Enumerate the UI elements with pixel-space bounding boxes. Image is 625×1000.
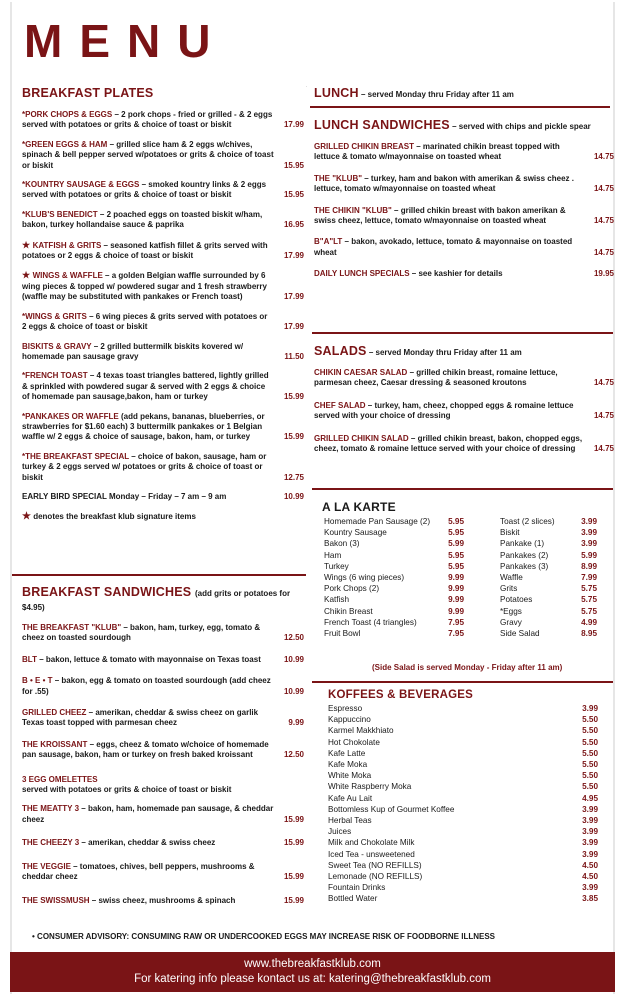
item-name: *WINGS & GRITS — [22, 311, 87, 321]
price-row-name: White Moka — [328, 771, 372, 781]
item-description: – grilled slice ham & 2 eggs w/chives, spinach & bell pepper served w/potatoes or grits & choice of toast or biskit — [22, 139, 274, 170]
item-price: 14.75 — [593, 378, 614, 388]
menu-item — [22, 312, 304, 333]
price-row-name: Milk and Chokolate Milk — [328, 838, 415, 848]
price-row — [500, 516, 597, 527]
item-description: – bakon, ham, turkey, egg, tomato & cheez on toasted sourdough — [22, 623, 261, 643]
item-price: 12.75 — [283, 472, 304, 482]
price-row-name: French Toast (4 triangles) — [324, 617, 417, 627]
price-row-name: Toast (2 slices) — [500, 517, 555, 526]
price-row-name: Kappuccino — [328, 715, 371, 725]
item-name: WINGS & WAFFLE — [32, 271, 103, 281]
price-row — [500, 572, 597, 583]
price-row-price: 9.99 — [448, 595, 464, 605]
salads-column — [314, 344, 614, 466]
price-row-name: Potatoes — [500, 595, 533, 605]
price-row-name: Kafe Au Lait — [328, 793, 373, 803]
menu-item — [22, 452, 304, 483]
price-row-name: Ham — [324, 550, 342, 560]
item-description: – turkey, ham, cheez, chopped eggs & romaine lettuce served with your choice of dressing — [314, 400, 574, 421]
price-row-name: *Eggs — [500, 606, 522, 616]
item-name: THE SWISSMUSH — [22, 895, 90, 905]
footer-website[interactable]: www.thebreakfastklub.com — [244, 958, 381, 970]
item-price: 17.99 — [283, 322, 304, 332]
item-price: 15.99 — [283, 838, 304, 848]
price-row-price: 7.95 — [448, 629, 464, 639]
item-description: – see kashier for details — [409, 269, 503, 279]
koffees-heading: KOFFEES & BEVERAGES — [328, 689, 474, 701]
price-row-price: 5.99 — [448, 539, 464, 549]
item-description: – amerikan, cheddar & swiss cheez — [79, 838, 216, 848]
signature-star-icon: ★ — [22, 239, 33, 250]
price-row — [324, 550, 464, 561]
price-row-price: 3.99 — [582, 804, 598, 814]
menu-item — [22, 342, 304, 363]
price-row — [324, 561, 464, 572]
item-name: GRILLED CHEEZ — [22, 708, 87, 718]
signature-note: ★ denotes the breakfast klub signature items — [22, 511, 196, 523]
price-row-name: Pankakes (2) — [500, 550, 549, 560]
price-row-name: Bakon (3) — [324, 539, 360, 549]
price-row-name: Pork Chops (2) — [324, 584, 380, 594]
divider-right-2 — [312, 488, 613, 490]
item-name: B • E • T — [22, 676, 53, 686]
menu-item — [22, 804, 304, 825]
menu-item — [22, 896, 304, 906]
price-row-name: Side Salad — [500, 629, 540, 639]
item-description: – grilled chikin breast, bakon, chopped eggs, cheez, tomato & romaine lettuce served with your choice of dressing — [314, 433, 583, 454]
item-price: 10.99 — [283, 686, 304, 696]
item-name: *KLUB'S BENEDICT — [22, 209, 98, 219]
item-description: – bakon, avokado, lettuce, tomato & mayonnaise on toasted wheat — [314, 237, 573, 257]
item-price: 16.95 — [283, 220, 304, 230]
price-row-price: 3.85 — [582, 894, 598, 904]
price-row-name: Sweet Tea (NO REFILLS) — [328, 860, 422, 870]
item-name: DAILY LUNCH SPECIALS — [314, 269, 410, 279]
consumer-advisory: • CONSUMER ADVISORY: CONSUMING RAW OR UNDERCOOKED EGGS MAY INCREASE RISK OF FOODBORNE ILLNESS — [32, 932, 496, 941]
menu-item — [314, 206, 614, 227]
price-row — [328, 860, 598, 871]
price-row-name: White Raspberry Moka — [328, 782, 412, 792]
price-row-name: Waffle — [500, 573, 523, 583]
item-description: – turkey, ham and bakon with amerikan & swiss cheez . lettuce, tomato w/mayonnaise on toasted wheat — [314, 173, 574, 194]
price-row — [324, 583, 464, 594]
price-row-price: 5.99 — [581, 550, 597, 560]
menu-item — [22, 708, 304, 729]
price-row — [500, 628, 597, 639]
item-description: – tomatoes, chives, bell peppers, mushrooms & cheddar cheez — [22, 861, 255, 882]
price-row-name: Grits — [500, 584, 518, 594]
footer-katering[interactable]: For katering info please kontact us at: katering@thebreakfastklub.com — [134, 973, 491, 985]
menu-item — [22, 740, 304, 761]
item-price: 15.99 — [283, 895, 304, 905]
price-row — [328, 826, 598, 837]
item-price: 15.99 — [283, 432, 304, 442]
item-name: THE "KLUB" — [314, 173, 363, 183]
price-row-price: 8.95 — [581, 629, 597, 639]
item-description: – amerikan, cheddar & swiss cheez on garlik Texas toast topped with parmesan cheez — [22, 708, 259, 728]
signature-star-icon: ★ — [22, 270, 33, 281]
breakfast-sandwiches-heading: BREAKFAST SANDWICHES (add grits or potatoes for $4.95) — [22, 585, 291, 612]
left-column — [22, 86, 304, 522]
price-row — [328, 815, 598, 826]
item-name: *PANKAKES OR WAFFLE — [22, 411, 119, 421]
item-name: B"A"LT — [314, 237, 343, 247]
price-row-name: Fountain Drinks — [328, 883, 386, 893]
price-row-price: 9.99 — [448, 606, 464, 616]
menu-item — [22, 676, 304, 697]
menu-item — [22, 412, 304, 443]
item-name: THE BREAKFAST "KLUB" — [22, 623, 122, 632]
price-row — [328, 759, 598, 770]
koffees-list — [328, 703, 598, 905]
item-price: 17.99 — [283, 251, 304, 261]
bullet-icon: • — [32, 932, 35, 941]
menu-item — [314, 174, 614, 195]
price-row-name: Bottomless Kup of Gourmet Koffee — [328, 804, 455, 814]
price-row-name: Wings (6 wing pieces) — [324, 573, 405, 583]
lunch-sandwiches-list — [314, 142, 614, 280]
lunch-sandwiches-heading: LUNCH SANDWICHES – served with chips and pickle spear — [314, 118, 591, 132]
item-description: – eggs, cheez & tomato w/choice of homemade pan sausage, bakon, ham or turkey on fresh baked kroissant — [22, 739, 269, 760]
price-row-price: 5.50 — [582, 715, 598, 725]
price-row-name: Fruit Bowl — [324, 629, 361, 639]
price-row-name: Pankake (1) — [500, 539, 545, 549]
item-description: – marinated chikin breast topped with lettuce & tomato w/mayonnaise on toasted wheat — [314, 142, 560, 162]
divider-left-2 — [306, 86, 307, 87]
item-price: 17.99 — [283, 292, 304, 302]
price-row — [328, 737, 598, 748]
item-price: 14.75 — [593, 444, 614, 454]
breakfast-sandwiches-list — [22, 623, 304, 761]
item-description: – bakon, lettuce & tomato with mayonnaise on Texas toast — [36, 654, 261, 664]
price-row-price: 8.99 — [581, 561, 597, 571]
price-row — [324, 594, 464, 605]
item-description: – bakon, ham, homemade pan sausage, & cheddar cheez — [22, 804, 274, 824]
price-row-price: 7.95 — [448, 617, 464, 627]
side-salad-note: (Side Salad is served Monday - Friday after 11 am) — [372, 663, 563, 672]
item-description: – swiss cheez, mushrooms & spinach — [89, 895, 236, 905]
menu-item — [22, 862, 304, 883]
item-name: GRILLED CHIKIN SALAD — [314, 433, 409, 443]
price-row-price: 3.99 — [581, 539, 597, 549]
item-name: *THE BREAKFAST SPECIAL — [22, 451, 129, 461]
lunch-heading: LUNCH – served Monday thru Friday after 11 am — [314, 86, 514, 100]
price-row-name: Kountry Sausage — [324, 528, 387, 538]
signature-star-icon: ★ — [22, 511, 31, 523]
price-row-price: 5.50 — [582, 782, 598, 792]
price-row — [324, 617, 464, 628]
frame-left — [10, 2, 12, 994]
a-la-karte-section — [322, 500, 602, 514]
price-row — [500, 594, 597, 605]
item-name: THE MEATTY 3 — [22, 804, 80, 814]
divider-right-3 — [312, 681, 613, 683]
koffees-section — [328, 689, 598, 905]
item-name: GRILLED CHIKIN BREAST — [314, 142, 414, 151]
price-row — [328, 793, 598, 804]
price-row-price: 3.99 — [581, 528, 597, 538]
price-row-price: 5.95 — [448, 550, 464, 560]
lunch-underline — [310, 106, 610, 108]
omelettes-heading-block: 3 EGG OMELETTES served with potatoes or grits & choice of toast or biskit — [22, 774, 232, 795]
item-description: – smoked kountry links & 2 eggs served with potatoes or grits & choice of toast or biskit — [22, 180, 267, 200]
price-row — [328, 781, 598, 792]
item-price: 15.99 — [283, 872, 304, 882]
item-name: THE VEGGIE — [22, 861, 71, 871]
price-row-price: 5.75 — [581, 606, 597, 616]
price-row-price: 4.50 — [582, 860, 598, 870]
item-name: *KOUNTRY SAUSAGE & EGGS — [22, 180, 140, 190]
price-row — [328, 725, 598, 736]
a-la-karte-left — [324, 516, 464, 639]
item-price: 14.75 — [593, 411, 614, 421]
item-name: *GREEN EGGS & HAM — [22, 139, 108, 149]
left-column-lower — [22, 585, 304, 919]
divider-left-1 — [12, 574, 306, 576]
menu-title: MENU — [24, 15, 228, 67]
price-row-name: Homemade Pan Sausage (2) — [324, 517, 431, 526]
price-row-price: 3.99 — [582, 816, 598, 826]
price-row-price: 5.95 — [448, 528, 464, 538]
item-name: KATFISH & GRITS — [32, 240, 102, 250]
price-row-price: 5.50 — [582, 726, 598, 736]
menu-item — [314, 269, 614, 279]
footer-bar — [10, 952, 615, 992]
item-description: – 2 grilled buttermilk biskits kovered w/ homemade pan sausage gravy — [22, 341, 244, 361]
menu-item — [22, 140, 304, 171]
price-row-price: 3.99 — [582, 849, 598, 859]
price-row — [324, 516, 464, 527]
item-price: 15.95 — [283, 160, 304, 170]
item-description: – a golden Belgian waffle surrounded by 6 wing pieces & topped w/ powdered sugar and 1 fresh strawberry (waffle may be substituted with pankakes or French toast) — [22, 271, 267, 302]
price-row — [500, 527, 597, 538]
price-row-price: 9.99 — [448, 584, 464, 594]
menu-item — [314, 401, 614, 422]
item-name: EARLY BIRD SPECIAL Monday – Friday – 7 am – 9 am — [22, 491, 227, 501]
price-row-name: Turkey — [324, 561, 349, 571]
item-name: *PORK CHOPS & EGGS — [22, 110, 113, 119]
item-name: THE KROISSANT — [22, 739, 88, 749]
item-description: – 2 pork chops - fried or grilled - & 2 eggs served with potatoes or grits & choice of toast or biskit — [22, 110, 273, 130]
price-row-name: Bottled Water — [328, 894, 378, 904]
price-row — [328, 849, 598, 860]
menu-item — [22, 180, 304, 201]
item-price: 14.75 — [593, 184, 614, 194]
menu-item — [22, 655, 304, 665]
item-price: 14.75 — [593, 152, 614, 162]
item-name: BISKITS & GRAVY — [22, 341, 92, 351]
price-row-name: Lemonade (NO REFILLS) — [328, 872, 423, 882]
item-description: – 2 poached eggs on toasted biskit w/ham, bakon, turkey hollandaise sauce & paprika — [22, 209, 263, 230]
breakfast-plates-heading: BREAKFAST PLATES — [22, 86, 154, 100]
price-row-name: Katfish — [324, 595, 350, 605]
item-price: 19.95 — [593, 269, 614, 279]
item-name: BLT — [22, 654, 37, 664]
menu-item — [22, 240, 304, 262]
item-description: – seasoned katfish fillet & grits served with potatoes or 2 eggs & choice of toast or biskit — [22, 240, 268, 261]
menu-item — [22, 110, 304, 131]
item-price: 9.99 — [288, 718, 304, 728]
price-row-price: 3.99 — [582, 838, 598, 848]
price-row — [328, 804, 598, 815]
price-row-name: Pankakes (3) — [500, 561, 549, 571]
menu-item — [314, 434, 614, 455]
price-row-name: Chikin Breast — [324, 606, 373, 616]
price-row-name: Herbal Teas — [328, 816, 372, 826]
price-row-name: Biskit — [500, 528, 520, 538]
price-row — [324, 572, 464, 583]
price-row — [500, 617, 597, 628]
price-row — [500, 550, 597, 561]
price-row-price: 3.99 — [582, 827, 598, 837]
price-row — [328, 882, 598, 893]
price-row — [328, 770, 598, 781]
price-row — [324, 527, 464, 538]
menu-item — [314, 142, 614, 163]
price-row-name: Juices — [328, 827, 352, 837]
item-price: 15.99 — [283, 392, 304, 402]
menu-item — [22, 492, 304, 502]
price-row — [500, 561, 597, 572]
price-row-name: Kafe Latte — [328, 748, 366, 758]
price-row-price: 5.50 — [582, 737, 598, 747]
menu-item — [22, 210, 304, 231]
item-name: CHIKIN CAESAR SALAD — [314, 368, 408, 377]
price-row-price: 5.75 — [581, 584, 597, 594]
price-row — [328, 748, 598, 759]
price-row-price: 4.50 — [582, 872, 598, 882]
price-row-price: 3.99 — [582, 883, 598, 893]
item-name: THE CHEEZY 3 — [22, 838, 80, 848]
salads-heading: SALADS – served Monday thru Friday after 11 am — [314, 344, 522, 358]
price-row-name: Gravy — [500, 617, 522, 627]
item-description: – grilled chikin breast with bakon amerikan & swiss cheez, lettuce, tomato w/mayonnaise on toasted wheat — [314, 205, 566, 226]
price-row-name: Iced Tea - unsweetened — [328, 849, 415, 859]
price-row-price: 5.75 — [581, 595, 597, 605]
price-row-price: 3.99 — [581, 517, 597, 526]
item-description: – choice of bakon, sausage, ham or turkey & 2 eggs served w/ potatoes or grits & choice of toast or biskit — [22, 451, 267, 482]
price-row — [324, 606, 464, 617]
price-row-price: 5.50 — [582, 771, 598, 781]
omelettes-list — [22, 804, 304, 905]
item-description: – 4 texas toast triangles battered, lightly grilled & sprinkled with powdered sugar & served with 2 eggs & choice of homemade pan sausage,bakon, ham or turkey — [22, 371, 269, 402]
item-price: 11.50 — [284, 351, 304, 361]
a-la-karte-right — [500, 516, 597, 639]
menu-item — [22, 270, 304, 302]
menu-item — [314, 237, 614, 258]
item-price: 12.50 — [283, 750, 304, 760]
item-description: – grilled chikin breast, romaine lettuce, parmesan cheez, Caesar dressing & seasoned kroutons — [314, 368, 558, 388]
price-row — [328, 871, 598, 882]
price-row-price: 7.99 — [581, 573, 597, 583]
price-row-price: 5.95 — [448, 517, 464, 526]
item-description: – 6 wing pieces & grits served with potatoes or 2 eggs & choice of toast or biskit — [22, 311, 268, 332]
item-price: 10.99 — [283, 654, 304, 664]
a-la-karte-heading: A LA KARTE — [322, 500, 396, 514]
price-row-price: 5.50 — [582, 760, 598, 770]
item-price: 12.50 — [283, 633, 304, 643]
price-row-price: 4.95 — [582, 793, 598, 803]
price-row — [328, 893, 598, 904]
item-price: 17.99 — [283, 120, 304, 130]
item-name: *FRENCH TOAST — [22, 371, 88, 381]
salads-list — [314, 368, 614, 454]
item-name: THE CHIKIN "KLUB" — [314, 205, 392, 215]
divider-right-1 — [312, 332, 613, 334]
price-row-price: 3.99 — [582, 704, 598, 713]
item-price: 15.99 — [283, 814, 304, 824]
price-row — [324, 628, 464, 639]
price-row-name: Karmel Makkhiato — [328, 726, 394, 736]
price-row — [500, 538, 597, 549]
price-row — [328, 703, 598, 714]
menu-item — [22, 371, 304, 402]
price-row-price: 4.99 — [581, 617, 597, 627]
price-row-name: Kafe Moka — [328, 760, 368, 770]
item-price: 14.75 — [593, 247, 614, 257]
breakfast-plates-list — [22, 110, 304, 502]
price-row — [500, 583, 597, 594]
price-row — [500, 606, 597, 617]
price-row-price: 5.95 — [448, 561, 464, 571]
price-row-name: Hot Chokolate — [328, 737, 380, 747]
item-description: – bakon, egg & tomato on toasted sourdough (add cheez for .55) — [22, 676, 271, 696]
price-row-price: 5.50 — [582, 748, 598, 758]
price-row-name: Espresso — [328, 704, 363, 713]
menu-item — [22, 623, 304, 644]
menu-item — [314, 368, 614, 389]
menu-item — [22, 838, 304, 848]
price-row — [328, 837, 598, 848]
right-column — [314, 86, 614, 291]
item-description: (add pekans, bananas, blueberries, or strawberries for $1.60 each) 3 buttermilk pankakes or 1 Belgian waffle w/ 2 eggs & choice of sausage, bakon, ham, or turkey — [22, 411, 265, 442]
price-row-price: 9.99 — [448, 573, 464, 583]
item-name: CHEF SALAD — [314, 400, 366, 410]
item-price: 15.95 — [283, 190, 304, 200]
item-price: 10.99 — [283, 491, 304, 501]
price-row — [328, 714, 598, 725]
item-price: 14.75 — [593, 216, 614, 226]
price-row — [324, 538, 464, 549]
